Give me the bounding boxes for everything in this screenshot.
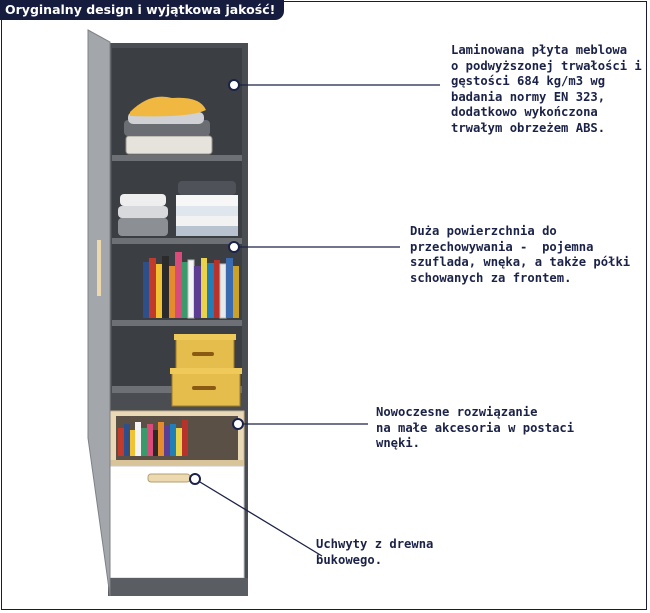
shelf — [112, 320, 242, 326]
callout-board-quality: Laminowana płyta meblowa o podwyższonej trwałości i gęstości 684 kg/m3 wg badania normy EN 323, dodatkowo wykończona trwałym obrzeżem ABS. — [451, 43, 642, 135]
storage-boxes — [170, 334, 242, 406]
callout-handles: Uchwyty z drewna bukowego. — [316, 537, 434, 567]
callout-niche: Nowoczesne rozwiązanie na małe akcesoria w postaci wnęki. — [376, 405, 575, 450]
shelf — [112, 155, 242, 161]
callout-storage: Duża powierzchnia do przechowywania - pojemna szuflada, wnęka, a także półki schowanych za frontem. — [410, 224, 631, 285]
callout-dot — [229, 80, 239, 90]
callout-dot — [229, 242, 239, 252]
drawer-handle — [148, 474, 190, 482]
banner-title: Oryginalny design i wyjątkowa jakość! — [0, 0, 284, 20]
open-door — [88, 30, 110, 596]
callout-dot — [233, 419, 243, 429]
drawer-front — [110, 466, 244, 578]
callout-dot — [190, 474, 200, 484]
shelf — [112, 238, 242, 244]
